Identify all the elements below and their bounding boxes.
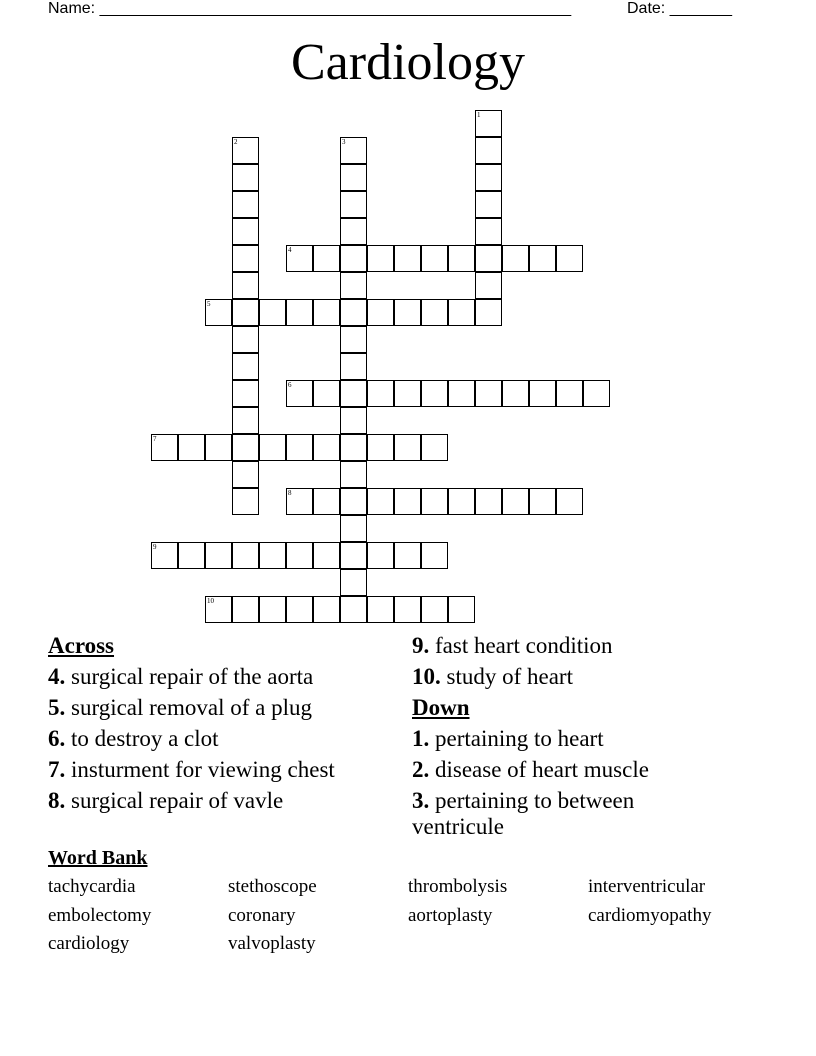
crossword-cell[interactable]: [529, 380, 556, 407]
crossword-cell[interactable]: [151, 434, 178, 461]
across-heading: Across: [48, 633, 115, 658]
crossword-cell[interactable]: [313, 434, 340, 461]
cell-number: 10: [207, 597, 214, 605]
word-bank-item: tachycardia: [48, 876, 136, 897]
crossword-cell[interactable]: [556, 245, 583, 272]
cell-number: 2: [234, 138, 238, 146]
crossword-cell[interactable]: [502, 488, 529, 515]
crossword-cell[interactable]: [232, 353, 259, 380]
crossword-cell[interactable]: [367, 542, 394, 569]
clue-across-4: 4. surgical repair of the aorta: [48, 664, 314, 689]
crossword-cell[interactable]: [394, 596, 421, 623]
crossword-cell[interactable]: [340, 326, 367, 353]
clue-down-1: 1. pertaining to heart: [412, 726, 604, 751]
crossword-cell[interactable]: [232, 272, 259, 299]
crossword-cell[interactable]: [367, 488, 394, 515]
crossword-cell[interactable]: [475, 488, 502, 515]
crossword-cell[interactable]: [475, 110, 502, 137]
crossword-cell[interactable]: [313, 488, 340, 515]
crossword-cell[interactable]: [475, 137, 502, 164]
crossword-cell[interactable]: [340, 245, 367, 272]
crossword-cell[interactable]: [367, 434, 394, 461]
clue-across-6: 6. to destroy a clot: [48, 726, 219, 751]
clue-across-8: 8. surgical repair of vavle: [48, 788, 284, 813]
crossword-cell[interactable]: [556, 380, 583, 407]
crossword-cell[interactable]: [232, 380, 259, 407]
crossword-cell[interactable]: [394, 245, 421, 272]
crossword-cell[interactable]: [340, 542, 367, 569]
crossword-cell[interactable]: [286, 542, 313, 569]
crossword-cell[interactable]: [340, 515, 367, 542]
crossword-cell[interactable]: [340, 569, 367, 596]
crossword-cell[interactable]: [259, 596, 286, 623]
crossword-cell[interactable]: [394, 434, 421, 461]
crossword-cell[interactable]: [556, 488, 583, 515]
crossword-cell[interactable]: [205, 542, 232, 569]
crossword-cell[interactable]: [313, 542, 340, 569]
crossword-cell[interactable]: [475, 299, 502, 326]
crossword-cell[interactable]: [448, 596, 475, 623]
crossword-cell[interactable]: [475, 272, 502, 299]
crossword-cell[interactable]: [178, 434, 205, 461]
crossword-cell[interactable]: [475, 245, 502, 272]
crossword-cell[interactable]: [232, 137, 259, 164]
clue-down-3: 3. pertaining to between ventricule: [412, 788, 635, 839]
crossword-cell[interactable]: [259, 299, 286, 326]
crossword-cell[interactable]: [475, 218, 502, 245]
crossword-cell[interactable]: [394, 488, 421, 515]
crossword-cell[interactable]: [232, 326, 259, 353]
clue-across-5: 5. surgical removal of a plug: [48, 695, 313, 720]
word-bank-item: valvoplasty: [228, 933, 316, 954]
crossword-cell[interactable]: [502, 380, 529, 407]
cell-number: 9: [153, 543, 157, 551]
cell-number: 8: [288, 489, 292, 497]
crossword-cell[interactable]: [421, 542, 448, 569]
crossword-cell[interactable]: [475, 380, 502, 407]
crossword-cell[interactable]: [205, 434, 232, 461]
cell-number: 6: [288, 381, 292, 389]
crossword-cell[interactable]: [340, 164, 367, 191]
name-field[interactable]: Name: _____________________________________________________: [48, 0, 572, 17]
crossword-cell[interactable]: [448, 380, 475, 407]
crossword-cell[interactable]: [232, 407, 259, 434]
clue-down-2: 2. disease of heart muscle: [412, 757, 649, 782]
clue-across-10: 10. study of heart: [412, 664, 573, 689]
crossword-cell[interactable]: [259, 542, 286, 569]
crossword-cell[interactable]: [232, 164, 259, 191]
clue-across-7: 7. insturment for viewing chest: [48, 757, 335, 782]
clues-left-column: [48, 630, 398, 816]
crossword-cell[interactable]: [421, 596, 448, 623]
crossword-cell[interactable]: [286, 380, 313, 407]
crossword-cell[interactable]: [151, 542, 178, 569]
crossword-cell[interactable]: [448, 245, 475, 272]
crossword-cell[interactable]: [529, 488, 556, 515]
crossword-cell[interactable]: [259, 434, 286, 461]
crossword-cell[interactable]: [286, 299, 313, 326]
word-bank-item: cardiomyopathy: [588, 905, 712, 926]
crossword-cell[interactable]: [340, 488, 367, 515]
cell-number: 7: [153, 435, 157, 443]
crossword-cell[interactable]: [340, 272, 367, 299]
crossword-cell[interactable]: [313, 596, 340, 623]
crossword-cell[interactable]: [340, 380, 367, 407]
crossword-cell[interactable]: [502, 245, 529, 272]
crossword-cell[interactable]: [421, 488, 448, 515]
crossword-cell[interactable]: [313, 245, 340, 272]
crossword-cell[interactable]: [421, 245, 448, 272]
crossword-cell[interactable]: [340, 434, 367, 461]
crossword-cell[interactable]: [232, 191, 259, 218]
crossword-cell[interactable]: [367, 299, 394, 326]
crossword-cell[interactable]: [340, 353, 367, 380]
crossword-cell[interactable]: [286, 245, 313, 272]
word-bank-item: coronary: [228, 905, 296, 926]
cell-number: 3: [342, 138, 346, 146]
crossword-cell[interactable]: [313, 380, 340, 407]
crossword-cell[interactable]: [232, 434, 259, 461]
crossword-cell[interactable]: [340, 218, 367, 245]
word-bank-item: aortoplasty: [408, 905, 493, 926]
crossword-cell[interactable]: [394, 542, 421, 569]
word-bank-item: interventricular: [588, 876, 706, 897]
date-field[interactable]: Date: _______: [627, 0, 732, 17]
crossword-cell[interactable]: [394, 380, 421, 407]
cell-number: 5: [207, 300, 211, 308]
crossword-cell[interactable]: [232, 299, 259, 326]
clue-across-9: 9. fast heart condition: [412, 633, 613, 658]
crossword-cell[interactable]: [232, 488, 259, 515]
crossword-cell[interactable]: [232, 245, 259, 272]
crossword-cell[interactable]: [421, 434, 448, 461]
crossword-cell[interactable]: [340, 137, 367, 164]
crossword-cell[interactable]: [367, 596, 394, 623]
crossword-cell[interactable]: [475, 191, 502, 218]
crossword-cell[interactable]: [205, 299, 232, 326]
crossword-cell[interactable]: [394, 299, 421, 326]
word-bank-item: embolectomy: [48, 905, 152, 926]
crossword-cell[interactable]: [421, 299, 448, 326]
crossword-cell[interactable]: [340, 191, 367, 218]
cell-number: 1: [477, 111, 481, 119]
crossword-cell[interactable]: [529, 245, 556, 272]
word-bank-item: stethoscope: [228, 876, 317, 897]
page-title: Cardiology: [291, 34, 525, 91]
cell-number: 4: [288, 246, 292, 254]
crossword-cell[interactable]: [232, 596, 259, 623]
crossword-cell[interactable]: [232, 542, 259, 569]
crossword-cell[interactable]: [286, 596, 313, 623]
crossword-cell[interactable]: [286, 434, 313, 461]
crossword-cell[interactable]: [367, 245, 394, 272]
crossword-cell[interactable]: [232, 218, 259, 245]
crossword-cell[interactable]: [340, 596, 367, 623]
crossword-cell[interactable]: [340, 407, 367, 434]
word-bank-title: Word Bank: [48, 847, 148, 869]
crossword-cell[interactable]: [205, 596, 232, 623]
crossword-cell[interactable]: [448, 488, 475, 515]
crossword-cell[interactable]: [583, 380, 610, 407]
word-bank-item: cardiology: [48, 933, 130, 954]
crossword-cell[interactable]: [340, 461, 367, 488]
clues-right-column: [412, 630, 712, 840]
crossword-cell[interactable]: [421, 380, 448, 407]
down-heading: Down: [412, 695, 470, 720]
crossword-cell[interactable]: [232, 461, 259, 488]
crossword-cell[interactable]: [313, 299, 340, 326]
crossword-cell[interactable]: [367, 380, 394, 407]
word-bank-item: thrombolysis: [408, 876, 508, 897]
crossword-cell[interactable]: [475, 164, 502, 191]
crossword-cell[interactable]: [448, 299, 475, 326]
crossword-cell[interactable]: [286, 488, 313, 515]
crossword-cell[interactable]: [178, 542, 205, 569]
crossword-cell[interactable]: [340, 299, 367, 326]
